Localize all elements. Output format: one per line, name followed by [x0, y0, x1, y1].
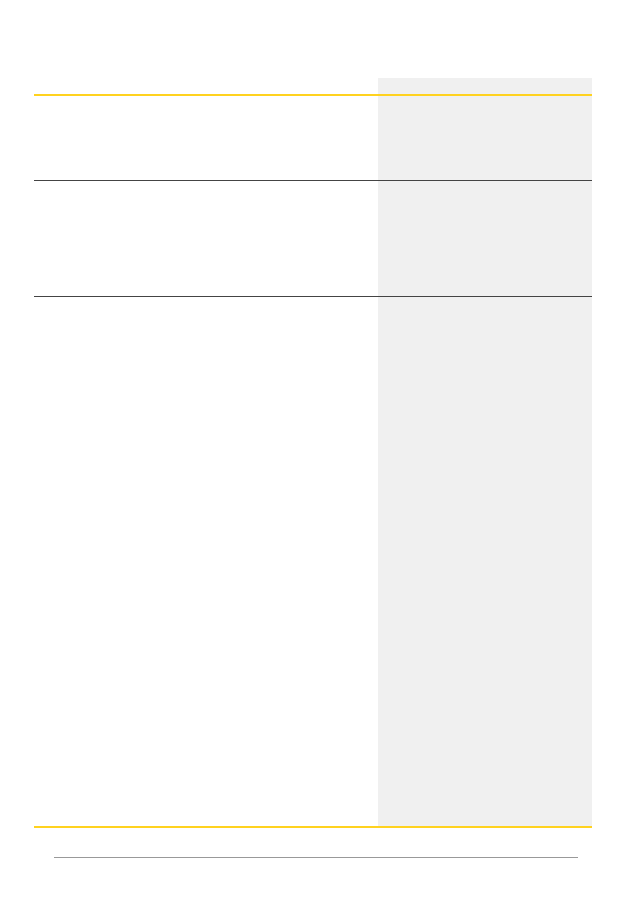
header-rule-mid: [34, 180, 592, 181]
benchmark-rule: [34, 296, 592, 297]
header-rule-top: [34, 94, 592, 96]
table-bottom-rule: [34, 826, 592, 828]
unaudited-group-heading: [378, 80, 592, 92]
audited-group-heading: [120, 80, 372, 92]
unaudited-shade: [378, 78, 592, 828]
footer-rule: [54, 857, 578, 858]
